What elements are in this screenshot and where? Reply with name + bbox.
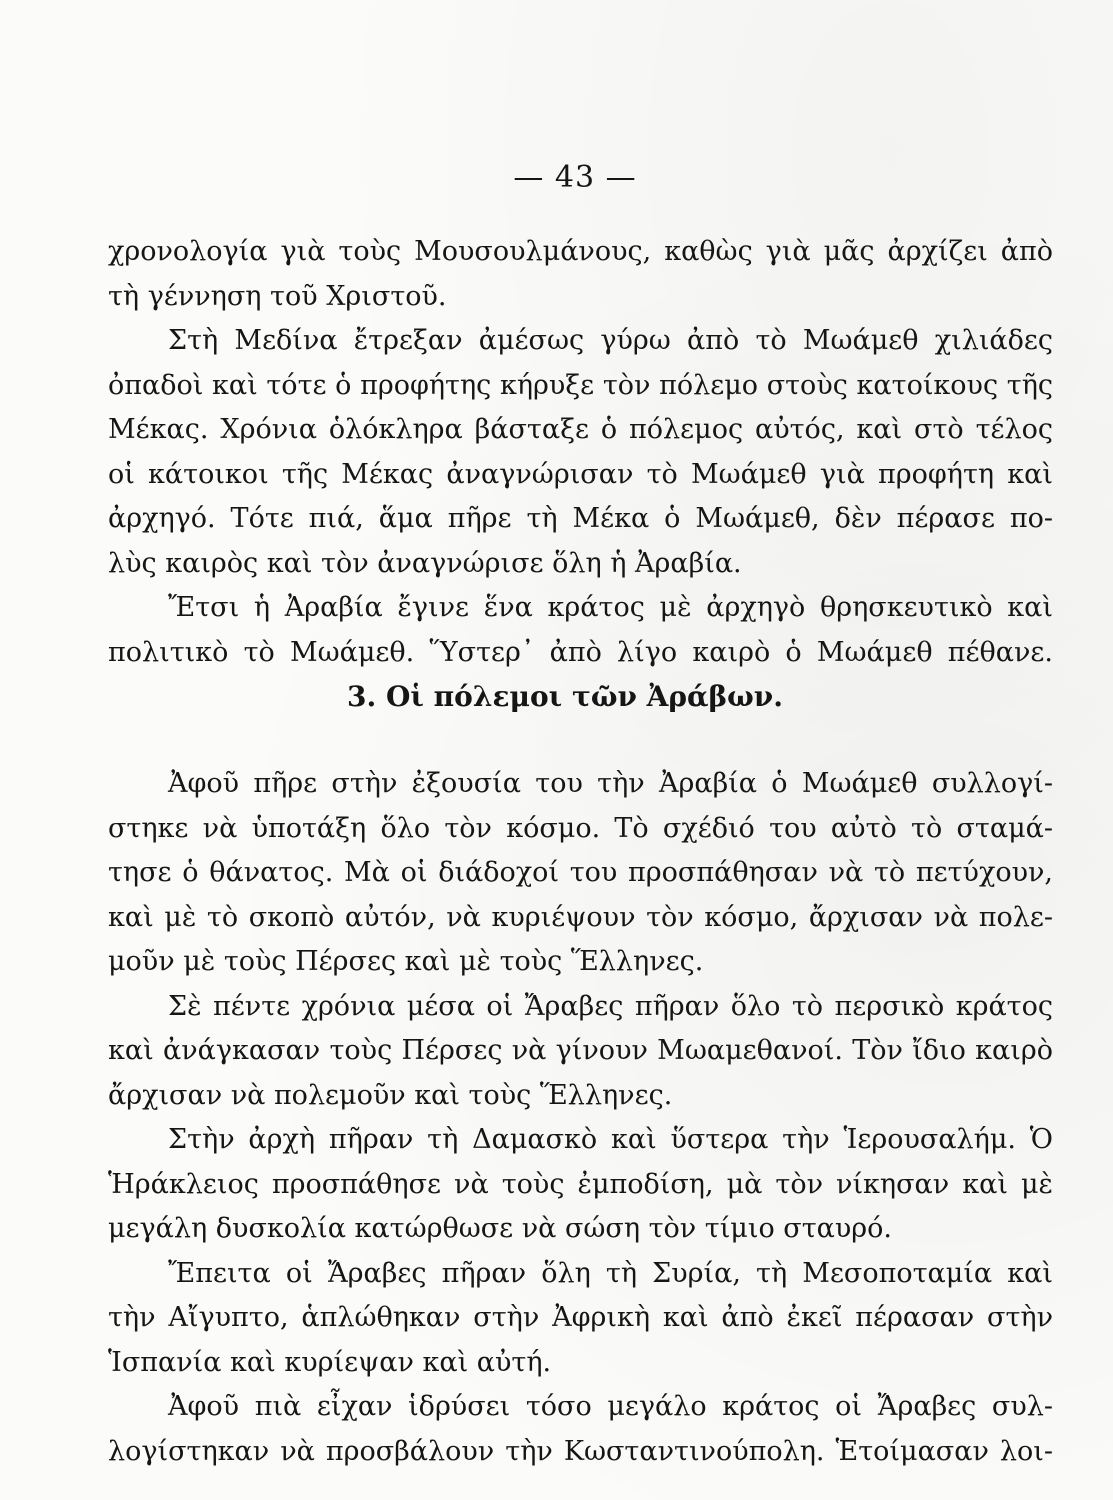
text-line: μοῦν μὲ τοὺς Πέρσες καὶ μὲ τοὺς Ἕλληνες. bbox=[108, 946, 704, 977]
text-line: τὴν Αἴγυπτο, ἁπλώθηκαν στὴν Ἀφρικὴ καὶ ἀπὸ ἐκεῖ πέρασαν στὴν bbox=[108, 1302, 1053, 1333]
text-line: λογίστηκαν νὰ προσβάλουν τὴν Κωσταντινούπολη. Ἑτοίμασαν λοι- bbox=[108, 1435, 1053, 1467]
text-line: οἱ κάτοικοι τῆς Μέκας ἀναγνώρισαν τὸ Μωάμεθ γιὰ προφήτη καὶ bbox=[108, 458, 1053, 490]
text-line: χρονολογία γιὰ τοὺς Μουσουλμάνους, καθὼς γιὰ μᾶς ἀρχίζει ἀπὸ bbox=[108, 236, 1053, 267]
text-line: Στὴν ἀρχὴ πῆραν τὴ Δαμασκὸ καὶ ὕστερα τὴν Ἱερουσαλήμ. Ὁ bbox=[168, 1124, 1053, 1155]
text-line: στηκε νὰ ὑποτάξη ὅλο τὸν κόσμο. Τὸ σχέδιό του αὐτὸ τὸ σταμά- bbox=[108, 812, 1053, 844]
section-heading: 3. Οἱ πόλεμοι τῶν Ἀράβων. bbox=[347, 680, 783, 713]
text-line: μεγάλη δυσκολία κατώρθωσε νὰ σώση τὸν τίμιο σταυρό. bbox=[108, 1213, 893, 1244]
text-line: Ἔπειτα οἱ Ἄραβες πῆραν ὅλη τὴ Συρία, τὴ Μεσοποταμία καὶ bbox=[168, 1257, 1053, 1289]
page-number: — 43 — bbox=[513, 160, 637, 195]
text-line: καὶ ἀνάγκασαν τοὺς Πέρσες νὰ γίνουν Μωαμεθανοί. Τὸν ἴδιο καιρὸ bbox=[108, 1035, 1053, 1066]
text-line: πολιτικὸ τὸ Μωάμεθ. Ὕστερ᾽ ἀπὸ λίγο καιρὸ ὁ Μωάμεθ πέθανε. bbox=[108, 636, 1053, 668]
text-line: ὀπαδοὶ καὶ τότε ὁ προφήτης κήρυξε τὸν πόλεμο στοὺς κατοίκους τῆς bbox=[108, 369, 1053, 401]
text-line: καὶ μὲ τὸ σκοπὸ αὐτόν, νὰ κυριέψουν τὸν κόσμο, ἄρχισαν νὰ πολε- bbox=[108, 901, 1053, 933]
text-line: Σὲ πέντε χρόνια μέσα οἱ Ἄραβες πῆραν ὅλο τὸ περσικὸ κράτος bbox=[168, 990, 1053, 1022]
text-line: Ἀφοῦ πιὰ εἶχαν ἱδρύσει τόσο μεγάλο κράτος οἱ Ἄραβες συλ- bbox=[168, 1391, 1053, 1422]
text-line: Ἔτσι ἡ Ἀραβία ἔγινε ἕνα κράτος μὲ ἀρχηγὸ θρησκευτικὸ καὶ bbox=[168, 592, 1053, 623]
text-line: Ἡράκλειος προσπάθησε νὰ τοὺς ἐμποδίση, μὰ τὸν νίκησαν καὶ μὲ bbox=[108, 1168, 1053, 1200]
text-line: τὴ γέννηση τοῦ Χριστοῦ. bbox=[108, 280, 447, 312]
paragraph-block-bottom bbox=[108, 762, 1053, 1474]
text-line: ἀρχηγό. Τότε πιά, ἅμα πῆρε τὴ Μέκα ὁ Μωάμεθ, δὲν πέρασε πο- bbox=[108, 503, 1053, 534]
text-line: λὺς καιρὸς καὶ τὸν ἀναγνώρισε ὅλη ἡ Ἀραβία. bbox=[108, 547, 742, 579]
text-line: ἄρχισαν νὰ πολεμοῦν καὶ τοὺς Ἕλληνες. bbox=[108, 1079, 673, 1111]
text-line: Ἱσπανία καὶ κυρίεψαν καὶ αὐτή. bbox=[108, 1346, 552, 1378]
text-line: τησε ὁ θάνατος. Μὰ οἱ διάδοχοί του προσπάθησαν νὰ τὸ πετύχουν, bbox=[108, 857, 1053, 888]
text-line: Ἀφοῦ πῆρε στὴν ἐξουσία του τὴν Ἀραβία ὁ Μωάμεθ συλλογί- bbox=[168, 768, 1053, 799]
text-line: Στὴ Μεδίνα ἔτρεξαν ἀμέσως γύρω ἀπὸ τὸ Μωάμεθ χιλιάδες bbox=[168, 325, 1053, 356]
paragraph-block-top bbox=[108, 230, 1053, 675]
text-line: Μέκας. Χρόνια ὁλόκληρα βάσταξε ὁ πόλεμος αὐτός, καὶ στὸ τέλος bbox=[108, 414, 1053, 445]
